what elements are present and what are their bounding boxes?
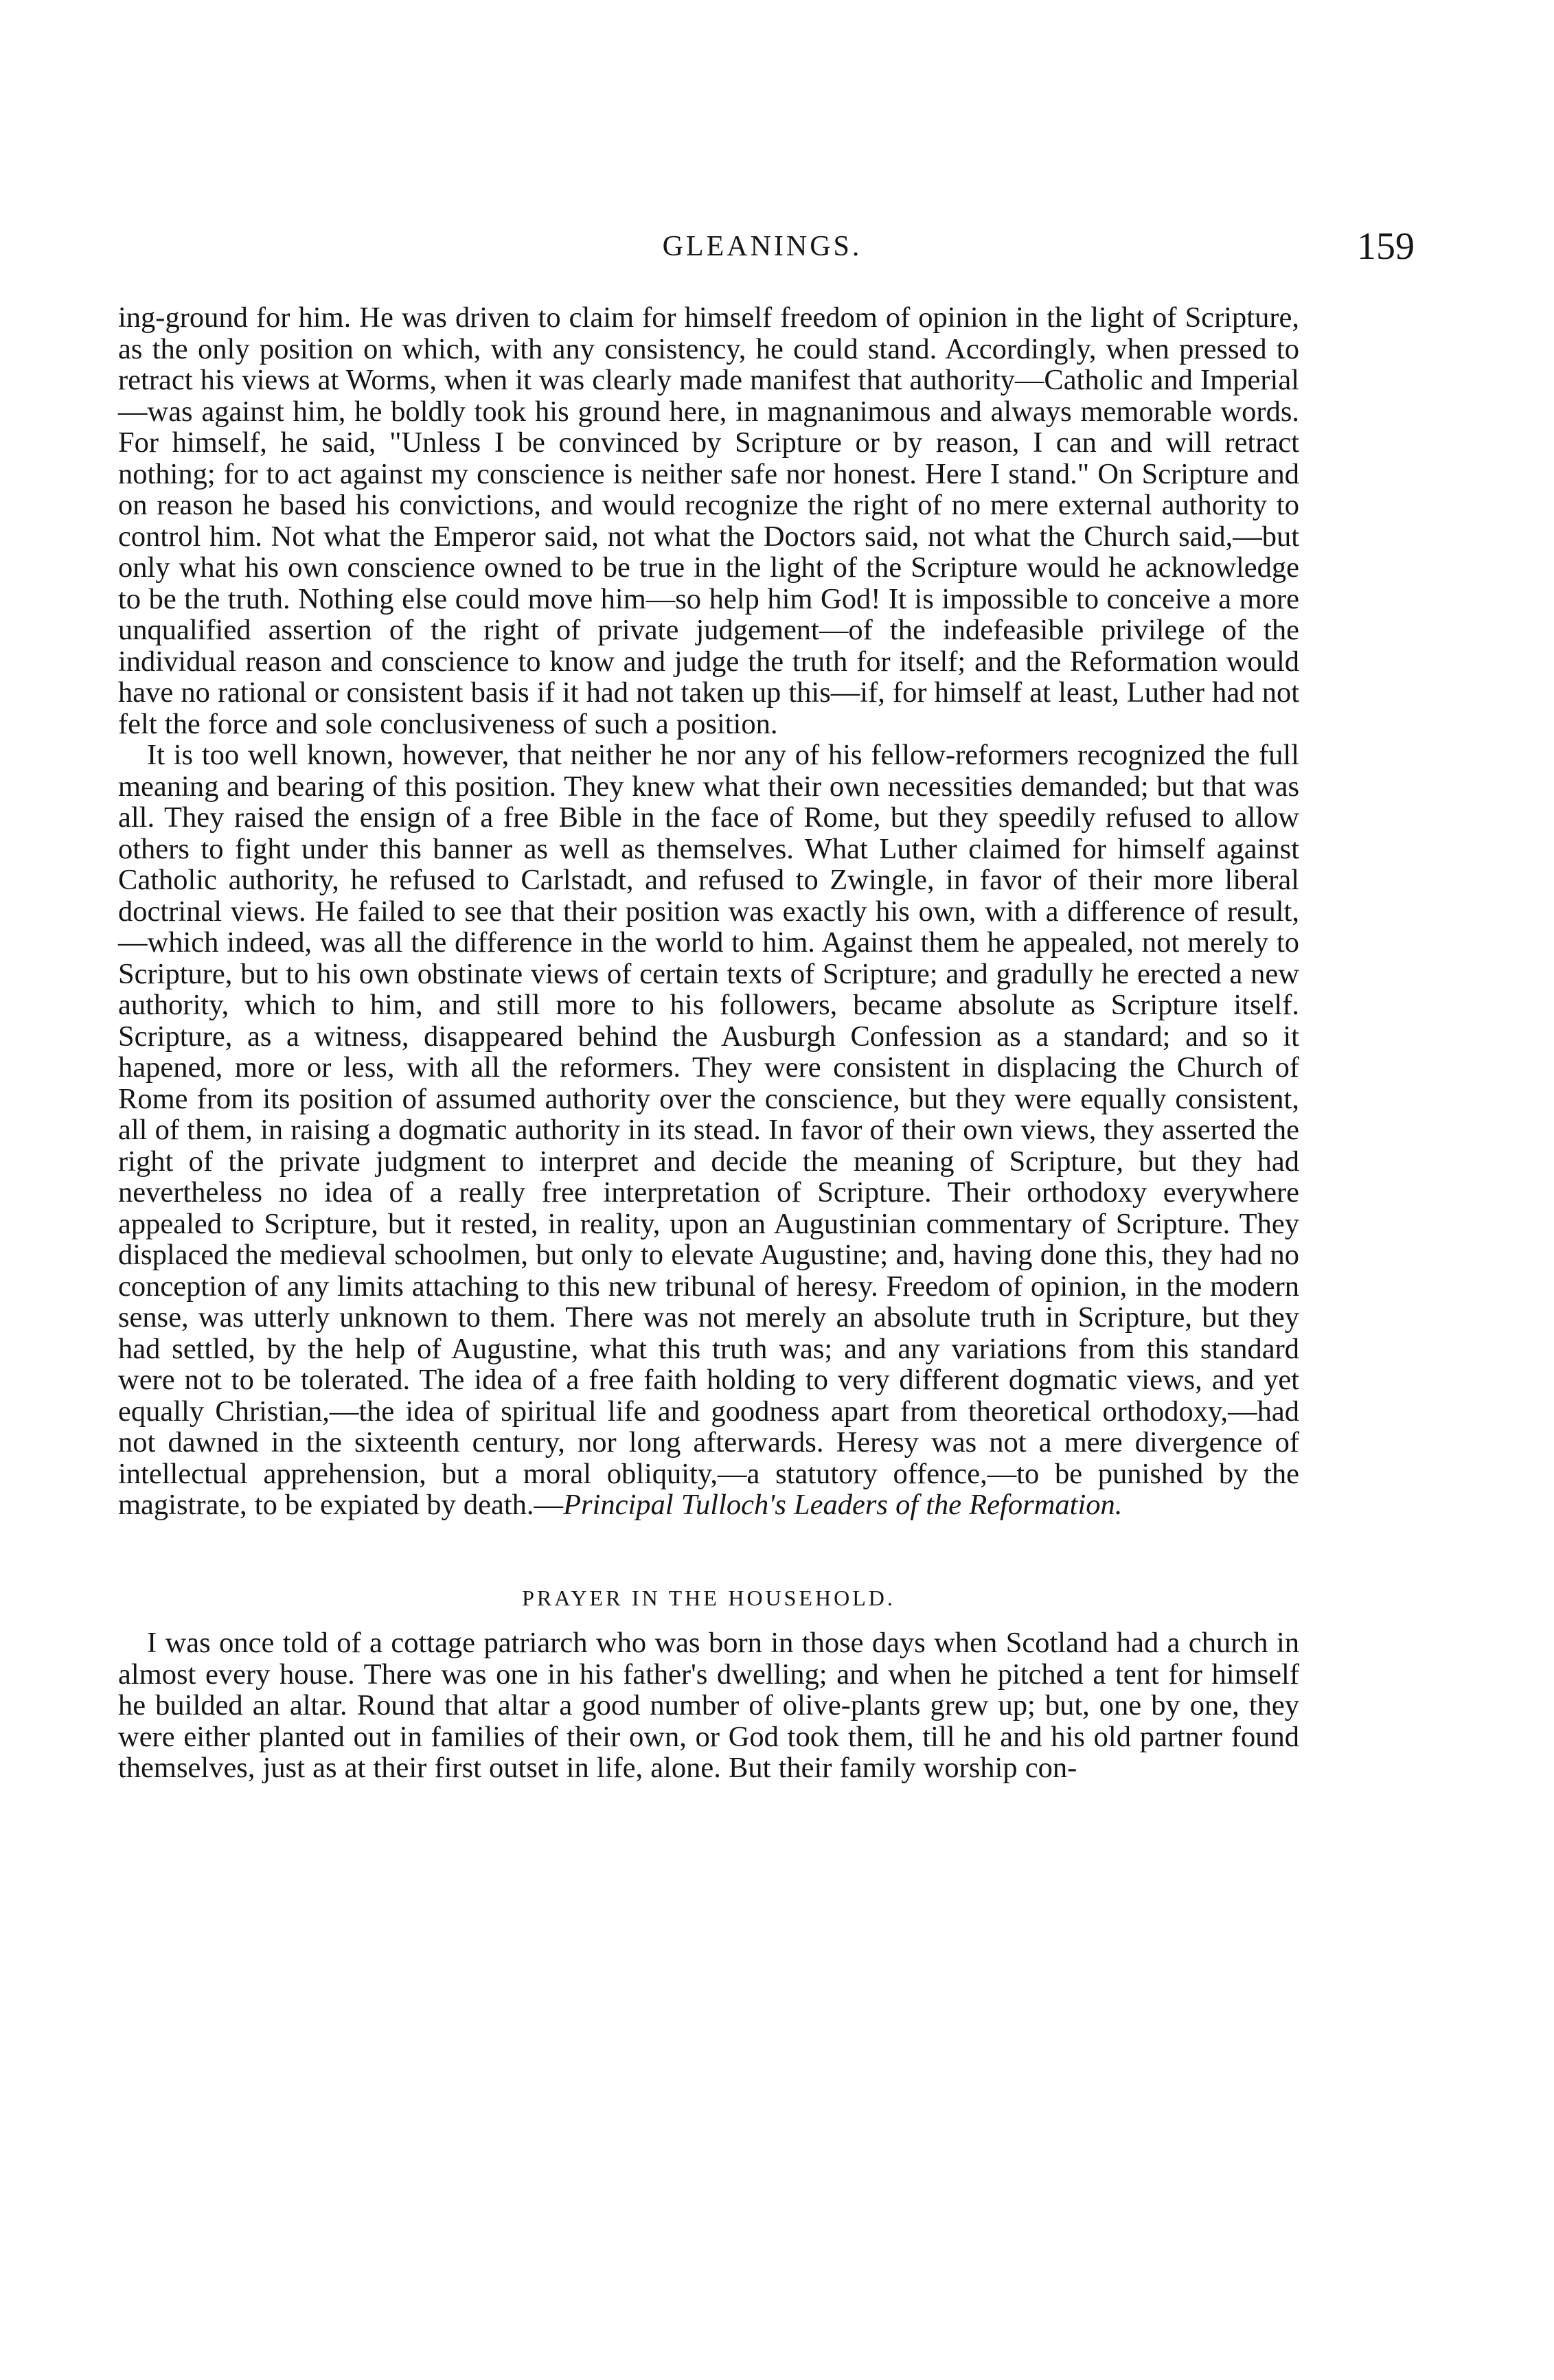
- paragraph-text: It is too well known, however, that neither he nor any of his fellow-reformers recognized the full meaning and bearing of this position. They knew what their own necessities demanded; but that was all. They raised the ensign of a free Bible in the face of Rome, but they speedily refused to allow others to fight under this banner as well as themselves. What Luther claimed for himself against Catholic authority, he refused to Carlstadt, and refused to Zwingle, in favor of their more liberal doctrinal views. He failed to see that their position was exactly his own, with a difference of result,—which indeed, was all the difference in the world to him. Against them he appealed, not merely to Scripture, but to his own obstinate views of certain texts of Scripture; and gradully he erected a new authority, which to him, and still more to his followers, became absolute as Scripture itself. Scripture, as a witness, disappeared behind the Ausburgh Confession as a standard; and so it hapened, more or less, with all the reformers. They were consistent in displacing the Church of Rome from its position of assumed authority over the conscience, but they were equally consistent, all of them, in raising a dogmatic authority in its stead. In favor of their own views, they asserted the right of the private judgment to interpret and decide the meaning of Scripture, but they had nevertheless no idea of a really free interpretation of Scripture. Their orthodoxy everywhere appealed to Scripture, but it rested, in reality, upon an Augustinian commentary of Scripture. They displaced the medieval schoolmen, but only to elevate Augustine; and, having done this, they had no conception of any limits attaching to this new tribunal of heresy. Freedom of opinion, in the modern sense, was utterly unknown to them. There was not merely an absolute truth in Scripture, but they had settled, by the help of Augustine, what this truth was; and any variations from this standard were not to be tolerated. The idea of a free faith holding to very different dogmatic views, and yet equally Christian,—the idea of spiritual life and goodness apart from theoretical orthodoxy,—had not dawned in the sixteenth century, nor long afterwards. Heresy was not a mere divergence of intellectual apprehension, but a moral obliquity,—a statutory offence,—to be punished by the magistrate, to be expiated by death.—: [118, 739, 1299, 1521]
- running-head: [110, 225, 1415, 285]
- attribution: Principal Tulloch's Leaders of the Reformation.: [563, 1489, 1123, 1521]
- section-heading: PRAYER IN THE HOUSEHOLD.: [522, 1585, 895, 1610]
- paragraph: ing-ground for him. He was driven to claim for himself freedom of opinion in the light of Scripture, as the only position on which, with any consistency, he could stand. Accordingly, when pressed to retract his views at Worms, when it was clearly made manifest that authority—Catholic and Imperial—was against him, he boldly took his ground here, in magnanimous and always memorable words. For himself, he said, "Unless I be convinced by Scripture or by reason, I can and will retract nothing; for to act against my conscience is neither safe nor honest. Here I stand." On Scripture and on reason he based his convictions, and would recognize the right of no mere external authority to control him. Not what the Emperor said, not what the Doctors said, not what the Church said,—but only what his own conscience owned to be true in the light of the Scripture would he acknowledge to be the truth. Nothing else could move him—so help him God! It is impossible to conceive a more unqualified assertion of the right of private judgement—of the indefeasible privilege of the individual reason and conscience to know and judge the truth for itself; and the Reformation would have no rational or consistent basis if it had not taken up this—if, for himself at least, Luther had not felt the force and sole conclusiveness of such a position.: [118, 301, 1299, 740]
- article-reformation: [118, 302, 1299, 1521]
- paragraph: I was once told of a cottage patriarch who was born in those days when Scotland had a church in almost every house. There was one in his father's dwelling; and when he pitched a tent for himself he builded an altar. Round that altar a good number of olive-plants grew up; but, one by one, they were either planted out in families of their own, or God took them, till he and his old partner found themselves, just as at their first outset in life, alone. But their family worship con-: [118, 1627, 1299, 1784]
- article-prayer-in-the-household: [118, 1583, 1299, 1784]
- text-body: [118, 302, 1299, 1784]
- page-number: 159: [1357, 225, 1415, 268]
- paragraph: [118, 740, 1299, 1521]
- running-title: GLEANINGS.: [662, 231, 862, 262]
